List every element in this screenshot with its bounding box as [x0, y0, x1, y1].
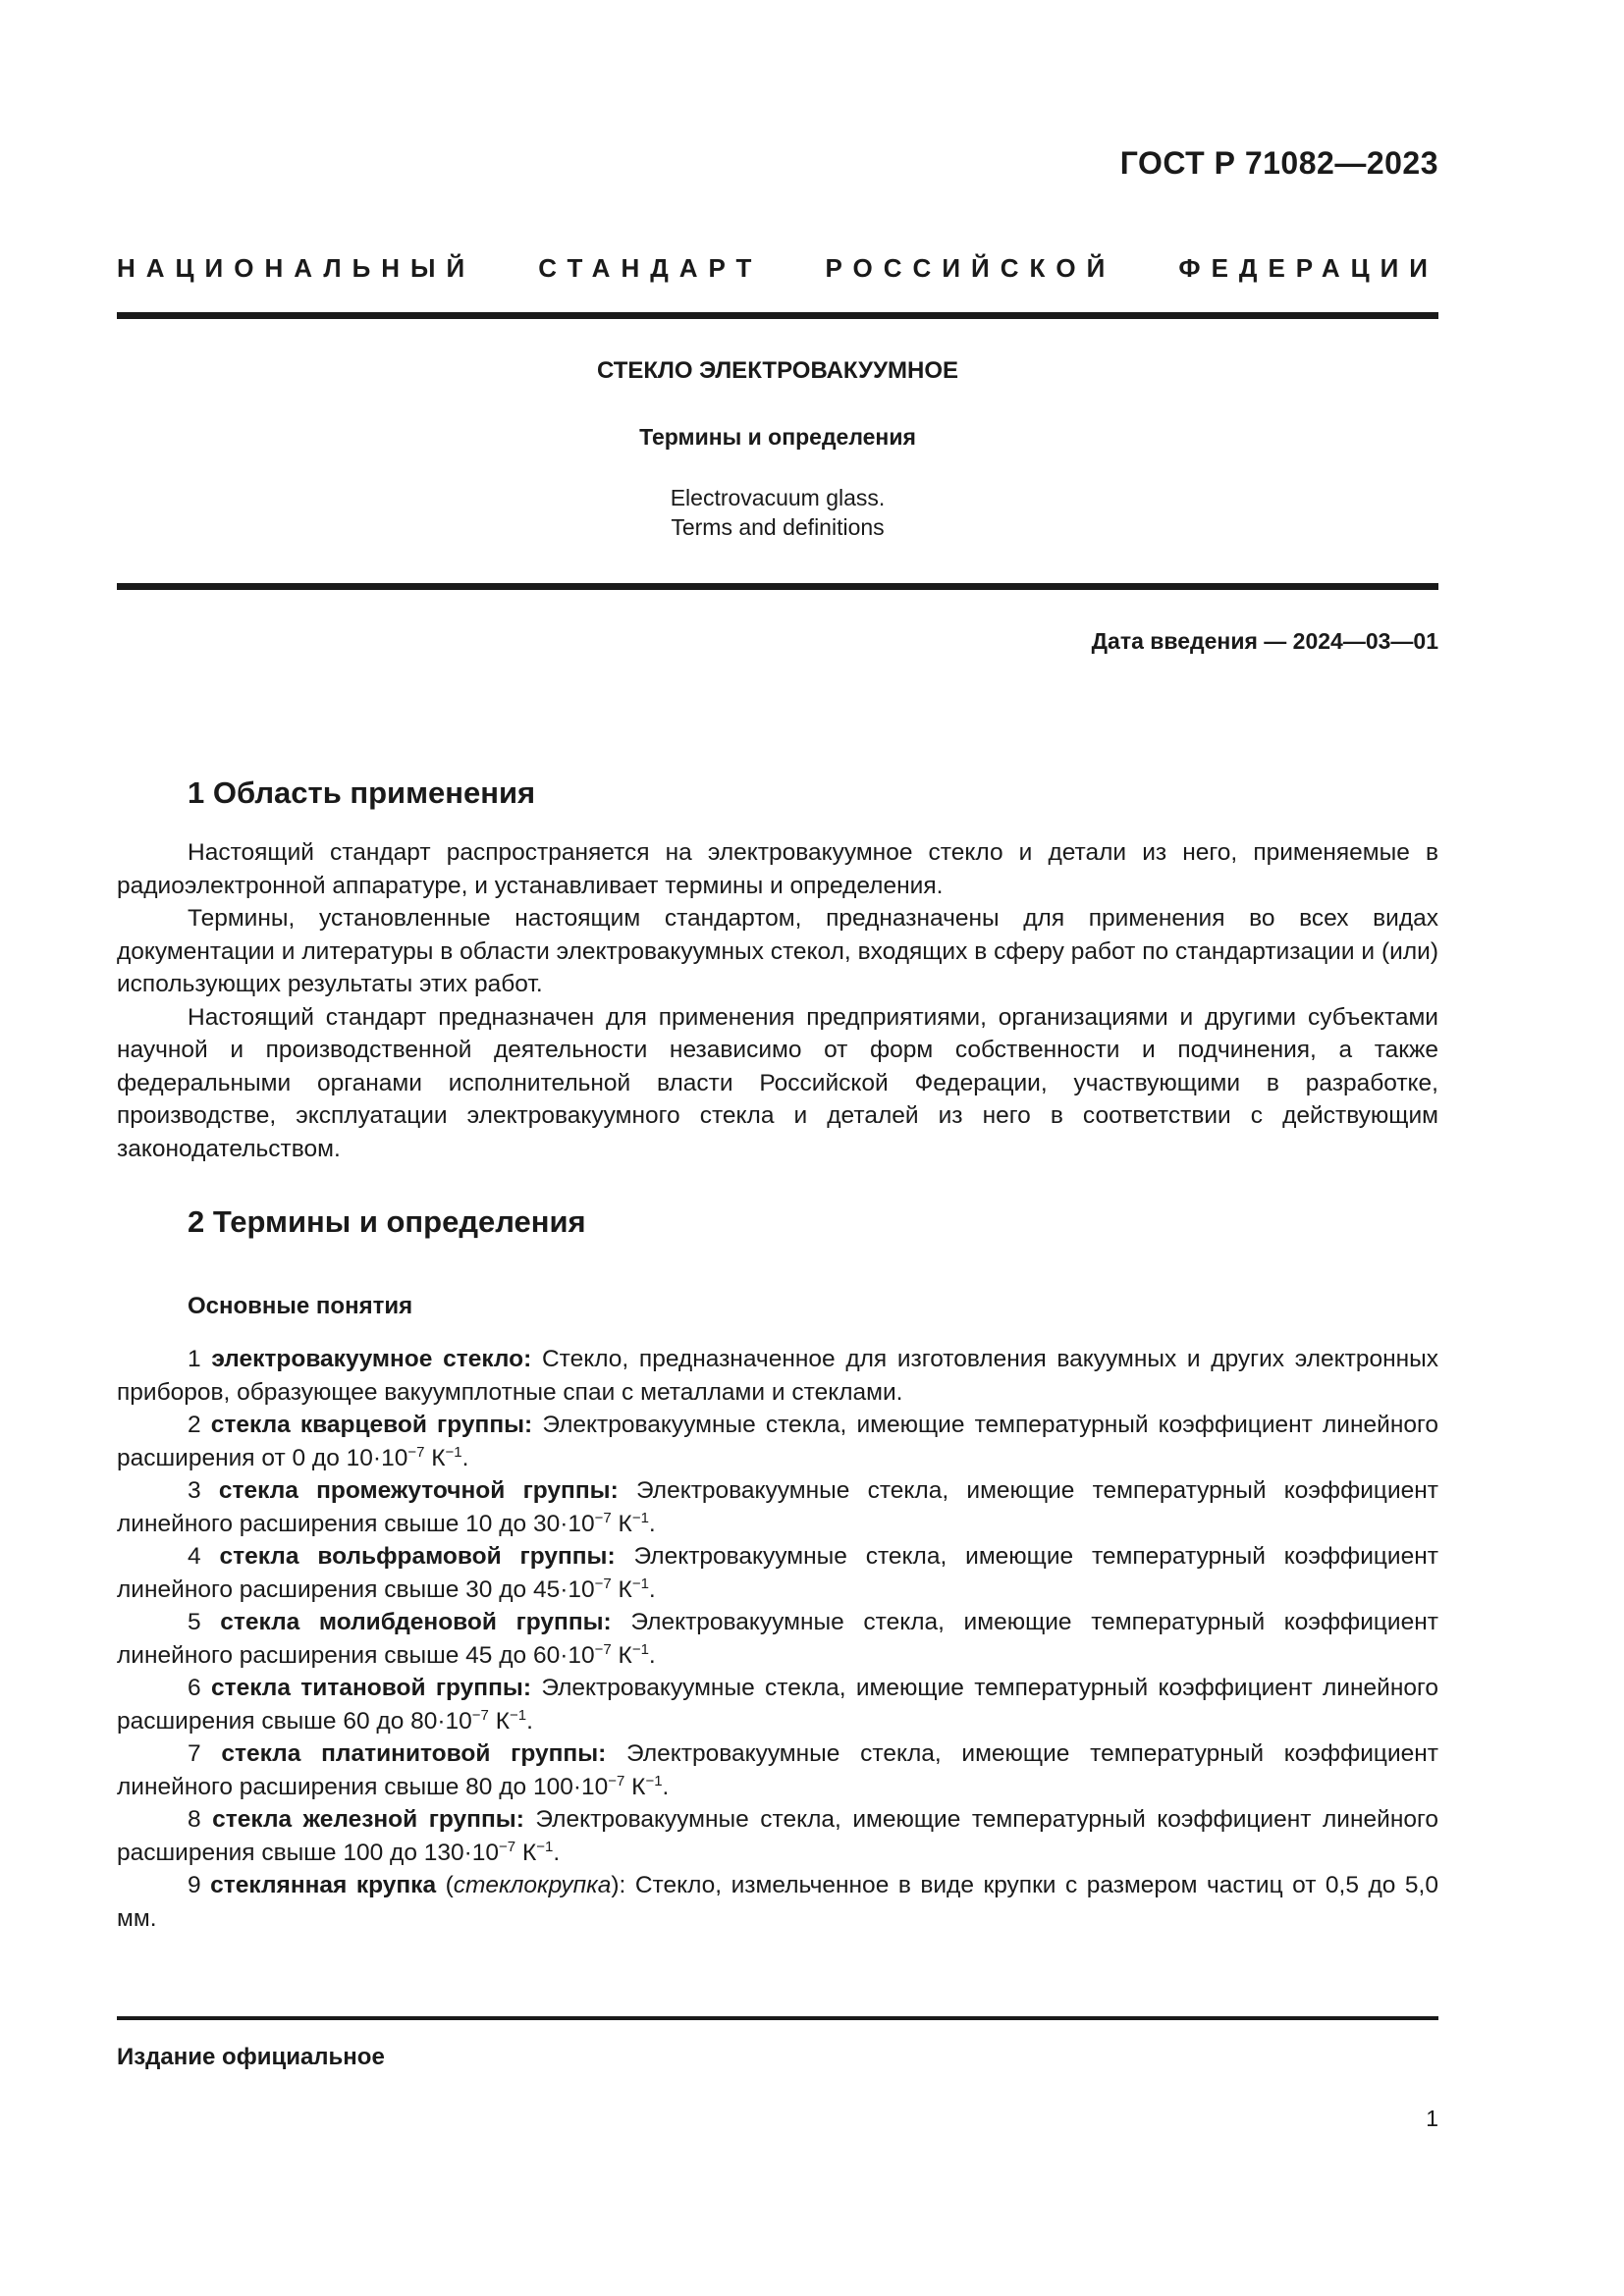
section1-paragraph: Настоящий стандарт распространяется на электровакуумное стекло и детали из него, применяемые в радиоэлектронной аппаратуре, и устанавливает термины и определения. [117, 839, 1438, 899]
title-bottom-rule [117, 583, 1438, 590]
footer-rule [117, 2016, 1438, 2020]
term-entry: 3 стекла промежуточной группы: Электровакуумные стекла, имеющие температурный коэффициент линейного расширения свыше 10 до $30\cdot 10^{-7}$ $К^{-1}$. [117, 1477, 1439, 1537]
term-entry: 4 стекла вольфрамовой группы: Электровакуумные стекла, имеющие температурный коэффициент линейного расширения свыше 30 до $45\cdot 10^{-7}$ $К^{-1}$. [117, 1543, 1438, 1603]
document-subtitle: Термины и определения [639, 424, 916, 450]
english-title [117, 483, 1438, 542]
introduction-date: Дата введения — 2024—03—01 [1091, 628, 1438, 654]
term-entry: 2 стекла кварцевой группы: Электровакуумные стекла, имеющие температурный коэффициент линейного расширения от 0 до $10\cdot 10^{-7}$ $К^{-1}$. [117, 1412, 1438, 1471]
national-standard-banner: НАЦИОНАЛЬНЫЙ СТАНДАРТ РОССИЙСКОЙ ФЕДЕРАЦИИ [117, 253, 1438, 283]
term-entry: 7 стекла платинитовой группы: Электровакуумные стекла, имеющие температурный коэффициент линейного расширения свыше 80 до $100\cdot 10^{-7}$ $К^{-1}$. [117, 1740, 1439, 1800]
section1-body [117, 836, 1438, 1165]
term-entry: 6 стекла титановой группы: Электровакуумные стекла, имеющие температурный коэффициент линейного расширения свыше 60 до $80\cdot 10^{-7}$ $К^{-1}$. [117, 1675, 1438, 1735]
section1-paragraph: Термины, установленные настоящим стандартом, предназначены для применения во всех видах документации и литературы в области электровакуумных стекол, входящих в сферу работ по стандартизации и (или) использующих результаты этих работ. [117, 905, 1438, 997]
term-entry: 1 электровакуумное стекло: Стекло, предназначенное для изготовления вакуумных и других электронных приборов, образующее вакуумплотные спаи с металлами и стеклами. [117, 1346, 1439, 1406]
english-title-line1: Electrovacuum glass. [670, 485, 886, 510]
official-edition-label: Издание официальное [117, 2044, 385, 2070]
term-entry: 9 стеклянная крупка (стеклокрупка): Стекло, измельченное в виде крупки с размером частиц от 0,5 до 5,0 мм. [117, 1872, 1438, 1932]
terms-list [117, 1343, 1438, 1935]
document-title: СТЕКЛО ЭЛЕКТРОВАКУУМНОЕ [596, 357, 959, 384]
section2-subheading: Основные понятия [188, 1293, 413, 1319]
term-entry: 8 стекла железной группы: Электровакуумные стекла, имеющие температурный коэффициент линейного расширения свыше 100 до $130\cdot 10^{-7}$ $К^{-1}$. [117, 1806, 1439, 1866]
section2-heading: 2 Термины и определения [188, 1204, 586, 1239]
term-entry: 5 стекла молибденовой группы: Электровакуумные стекла, имеющие температурный коэффициент линейного расширения свыше 45 до $60\cdot 10^{-7}$ $К^{-1}$. [117, 1609, 1438, 1669]
section1-heading: 1 Область применения [188, 775, 536, 810]
top-rule [117, 312, 1438, 319]
standard-code: ГОСТ Р 71082—2023 [1119, 145, 1438, 181]
page-number: 1 [1426, 2106, 1438, 2131]
english-title-line2: Terms and definitions [671, 514, 885, 540]
section1-paragraph: Настоящий стандарт предназначен для применения предприятиями, организациями и другими субъектами научной и производственной деятельности независимо от форм собственности и подчинения, а также федеральными органами исполнительной власти Российской Федерации, участвующими в разработке, производстве, эксплуатации электровакуумного стекла и деталей из него в соответствии с действующим законодательством. [117, 1003, 1438, 1162]
